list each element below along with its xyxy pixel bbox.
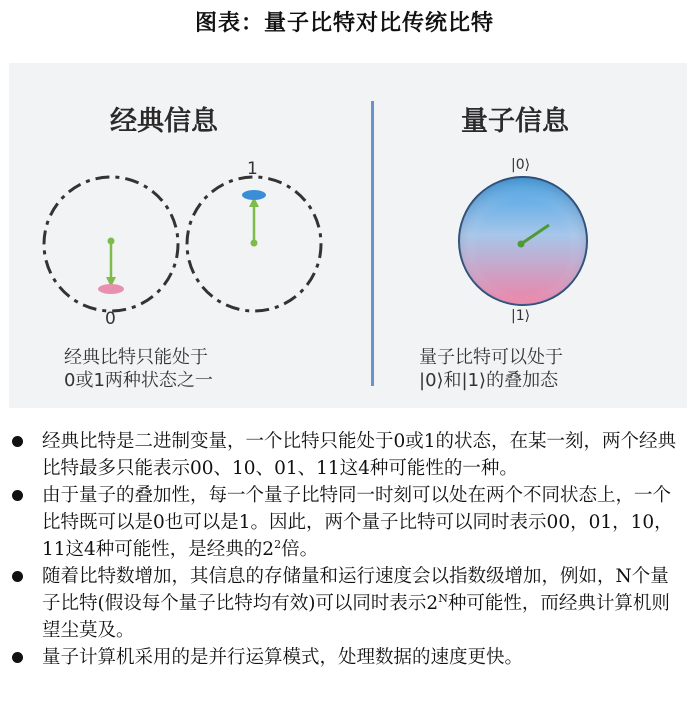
quantum-heading: 量子信息 xyxy=(461,106,569,137)
bullet-item xyxy=(10,482,682,563)
quantum-caption-line2: |0⟩和|1⟩的叠加态 xyxy=(419,370,559,391)
ket-zero-label: |0⟩ xyxy=(511,157,531,173)
classical-label-one: 1 xyxy=(247,159,258,179)
classical-label-zero: 0 xyxy=(105,309,116,329)
classical-bit-one-origin xyxy=(251,240,258,247)
state-zero-marker xyxy=(98,284,124,294)
classical-bit-zero-origin xyxy=(108,238,115,245)
bullet-dot xyxy=(12,652,23,663)
bullet-superscript: 2 xyxy=(274,537,282,551)
quantum-caption-line1: 量子比特可以处于 xyxy=(419,347,563,368)
bullet-dot xyxy=(12,436,23,447)
bullet-text: 经典比特是二进制变量，一个比特只能处于0或1的状态，在某一刻，两个经典比特最多只能表示00、10、01、11这4种可能性的一种。 xyxy=(42,431,677,479)
bullet-superscript: N xyxy=(438,591,448,605)
classical-heading: 经典信息 xyxy=(110,106,218,137)
figure-title: 图表：量子比特对比传统比特 xyxy=(194,10,494,36)
ket-one-label: |1⟩ xyxy=(511,308,531,324)
bullet-dot xyxy=(12,571,23,582)
classical-caption-line2: 0或1两种状态之一 xyxy=(64,370,213,391)
bullet-text: 随着比特数增加，其信息的存储量和运行速度会以指数级增加，例如，N个量子比特(假设每个量子比特均有效)可以同时表示2 xyxy=(42,566,669,614)
comparison-panel xyxy=(9,63,687,408)
state-one-marker xyxy=(242,190,266,200)
bullet-text-tail: 倍。 xyxy=(281,539,319,560)
bullet-item xyxy=(10,644,682,671)
panel-divider xyxy=(371,101,374,386)
bullet-item xyxy=(10,428,682,482)
bullet-text-tail: 种可能性，而经典计算机则望尘莫及。 xyxy=(42,593,670,641)
bullet-dot xyxy=(12,490,23,501)
superposition-origin xyxy=(518,241,525,248)
bullet-list xyxy=(10,428,682,671)
bullet-item xyxy=(10,563,682,644)
bullet-text: 由于量子的叠加性，每一个量子比特同一时刻可以处在两个不同状态上，一个比特既可以是0也可以是1。因此，两个量子比特可以同时表示00，01，10，11这4种可能性，是经典的2 xyxy=(42,485,673,560)
classical-caption-line1: 经典比特只能处于 xyxy=(64,347,208,368)
bullet-text: 量子计算机采用的是并行运算模式，处理数据的速度更快。 xyxy=(42,647,524,668)
